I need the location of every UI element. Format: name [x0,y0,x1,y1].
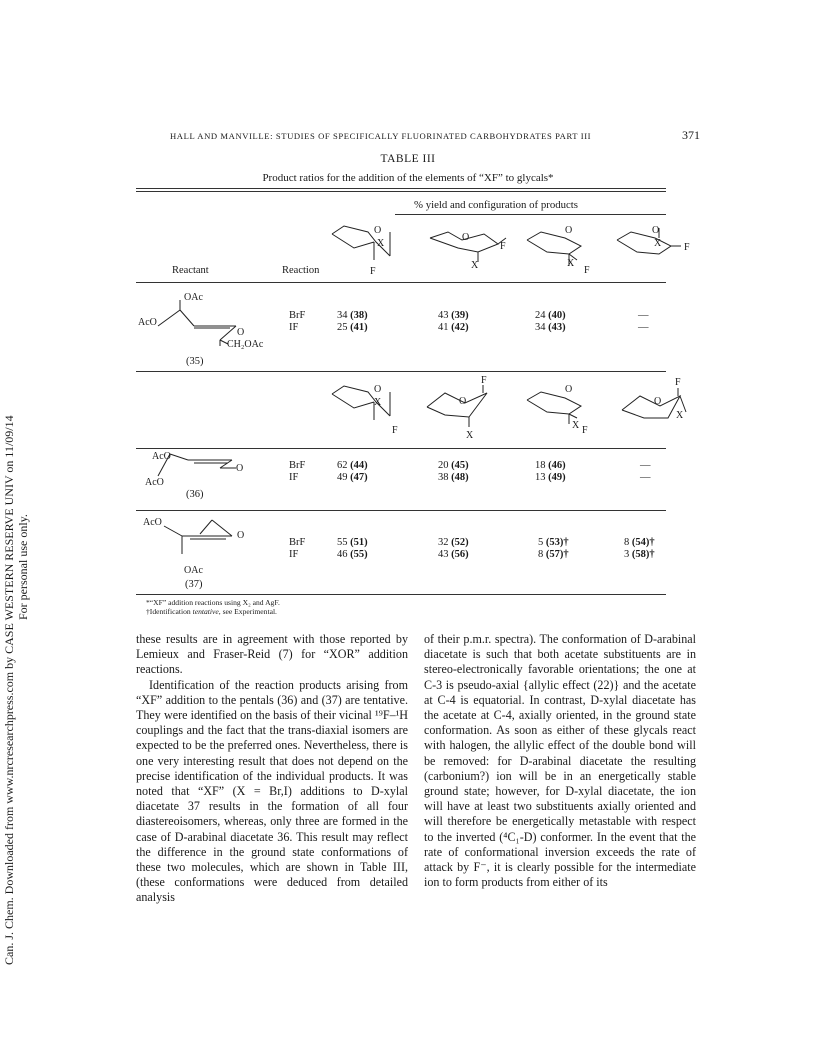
struct-f: F [370,266,376,277]
yield-value: 55 [337,537,348,548]
struct-o: O [237,327,245,338]
table-cell [289,460,305,484]
struct-aco: AcO [145,477,164,488]
watermark-line-2: For personal use only. [16,514,30,620]
product-number: (42) [451,322,469,333]
yield-value: 18 [535,460,546,471]
empty-dash: — [640,472,651,483]
struct-f: F [675,377,681,388]
footnote-1: *“XF” addition reactions using X₂ and AgF. [146,598,280,607]
compound-number: (35) [186,356,204,367]
yield-value: 5 [538,537,544,548]
body-right-column [424,632,696,890]
struct-aco: AcO [143,517,162,528]
yield-value: 38 [438,472,449,483]
struct-x: X [466,430,474,441]
yield-value: 43 [438,549,449,560]
product-number: (48) [451,472,469,483]
yield-value: 20 [438,460,449,471]
table-label: TABLE III [380,153,436,165]
structure-product-1-header [330,222,400,278]
table-cell [438,460,469,484]
table-cell [438,310,469,334]
table-top-rule-2 [136,191,666,192]
struct-f: F [481,375,487,386]
struct-f: F [500,241,506,252]
page-number: 371 [682,128,700,142]
structure-product-2-set2 [425,385,495,435]
row-separator-3 [136,510,666,511]
compound-number: (36) [186,489,204,500]
reaction-label: BrF [289,310,306,321]
product-number: (54)† [631,537,655,548]
column-group-header: % yield and configuration of products [414,199,579,211]
table-cell [640,460,651,484]
yield-value: 24 [535,310,546,321]
yield-value: 8 [538,549,544,560]
struct-o: O [565,384,573,395]
table-top-rule-1 [136,188,666,189]
empty-dash: — [640,460,651,471]
table-footnote [146,598,280,616]
table-cell [538,537,569,561]
struct-x: X [567,258,575,269]
product-number: (55) [350,549,368,560]
struct-x: X [654,238,662,249]
watermark-line-1: Can. J. Chem. Downloaded from www.nrcresearchpress.com by CASE WESTERN RESERVE UNIV on 11/09/14 [2,415,16,965]
empty-dash: — [638,322,649,333]
table-cell [337,460,368,484]
yield-value: 25 [337,322,348,333]
struct-o: O [236,463,244,474]
struct-o: O [652,225,660,236]
paragraph: of their p.m.r. spectra). The conformation of D-arabinal diacetate is such that both acetate substituents are in stereo-electronically favorable orientations; the one at C-3 is pseudo-axial {allylic effect (22)} and the acetate at C-4 is equatorial. In contrast, D-xylal diacetate has the acetate at C-4, axially oriented, in the ground state conformation. As soon as either of these glycals react with halogen, the allylic effect of the double bond will be removed: for D-arabinal diacetate the resulting (carbonium?) ion will be in an energetically stable ground state; however, for D-xylal diacetate, the ion will have at least two substituents axially oriented and will therefore be energetically metastable with respect to the inverted (⁴C₁-D) conformer. In the event that the rate of conformational inversion exceeds the rate of attack by F⁻, it is clearly possible for the intermediate ion to form products from either of its [424,632,696,890]
yield-value: 32 [438,537,449,548]
struct-x: X [572,420,580,431]
paragraph: these results are in agreement with those reported by Lemieux and Fraser-Reid (7) for “XOR” addition reactions. [136,632,408,677]
table-cell [289,310,305,334]
structure-product-4-header [615,228,687,268]
table-cell [289,537,305,561]
struct-o: O [374,384,382,395]
struct-aco: AcO [152,451,171,462]
structure-product-1-set2 [330,382,400,438]
product-number: (43) [548,322,566,333]
product-number: (38) [350,310,368,321]
table-bottom-rule [136,594,666,595]
product-number: (39) [451,310,469,321]
table-cell [337,310,368,334]
struct-aco: AcO [138,317,157,328]
table-caption: Product ratios for the addition of the elements of “XF” to glycals* [262,172,554,184]
product-number: (45) [451,460,469,471]
footnote-2: †Identification tentative, see Experimental. [146,607,277,616]
reaction-label: IF [289,322,299,333]
row-separator-2 [136,448,666,449]
body-left-column [136,632,408,906]
reaction-label: IF [289,472,299,483]
product-number: (58)† [631,549,655,560]
table-cell [624,537,655,561]
table-cell [535,310,566,334]
struct-o: O [459,396,467,407]
product-number: (41) [350,322,368,333]
reaction-label: BrF [289,460,306,471]
group-header-rule [395,214,666,215]
struct-o: O [565,225,573,236]
yield-value: 8 [624,537,630,548]
product-number: (44) [350,460,368,471]
yield-value: 3 [624,549,630,560]
header-bottom-rule [136,282,666,283]
product-number: (47) [350,472,368,483]
struct-o: O [654,396,662,407]
column-header-reaction: Reaction [282,265,320,276]
yield-value: 34 [535,322,546,333]
product-number: (56) [451,549,469,560]
struct-f: F [684,242,690,253]
struct-o: O [237,530,245,541]
table-cell [337,537,368,561]
yield-value: 13 [535,472,546,483]
struct-x: X [374,397,382,408]
empty-dash: — [638,310,649,321]
product-number: (52) [451,537,469,548]
yield-value: 62 [337,460,348,471]
product-number: (40) [548,310,566,321]
struct-oac: OAc [184,292,203,303]
struct-x: X [471,260,479,271]
struct-ch2oac: CH₂OAc [227,339,264,350]
struct-x: X [377,238,385,249]
yield-value: 46 [337,549,348,560]
product-number: (53)† [545,537,569,548]
compound-number: (37) [185,579,203,590]
paragraph: Identification of the reaction products arising from “XF” addition to the pentals (36) and (37) are tentative. They were identified on the basis of their vicinal ¹⁹F–¹H couplings and the fact that the trans-diaxial isomers are expected to be the preferred ones. Nevertheless, there is one very interesting result that does not depend on the precise identification of the individual products. It was noted that “XF” (X = Br,I) additions to D-xylal diacetate 37 results in the formation of all four diastereoisomers, whereas, only three are formed in the case of D-arabinal diacetate 36. This result may reflect the difference in the ground state conformations of these two molecules, which are shown in Table III, (these conformations were deduced from detailed analysis [136,677,408,905]
product-number: (46) [548,460,566,471]
struct-f: F [582,425,588,436]
struct-f: F [584,265,590,276]
yield-value: 41 [438,322,449,333]
struct-oac: OAc [184,565,203,576]
yield-value: 34 [337,310,348,321]
structure-reactant-35 [140,296,290,356]
struct-x: X [676,410,684,421]
table-cell [638,310,649,334]
table-cell [438,537,469,561]
row-separator-1 [136,371,666,372]
product-number: (51) [350,537,368,548]
product-number: (49) [548,472,566,483]
struct-o: O [462,232,470,243]
reaction-label: IF [289,549,299,560]
column-header-reactant: Reactant [172,265,209,276]
struct-o: O [374,225,382,236]
yield-value: 49 [337,472,348,483]
struct-f: F [392,425,398,436]
product-number: (57)† [545,549,569,560]
yield-value: 43 [438,310,449,321]
running-head-text: HALL AND MANVILLE: STUDIES OF SPECIFICALLY FLUORINATED CARBOHYDRATES PART III [170,131,592,141]
table-cell [535,460,566,484]
reaction-label: BrF [289,537,306,548]
running-head [170,128,700,142]
